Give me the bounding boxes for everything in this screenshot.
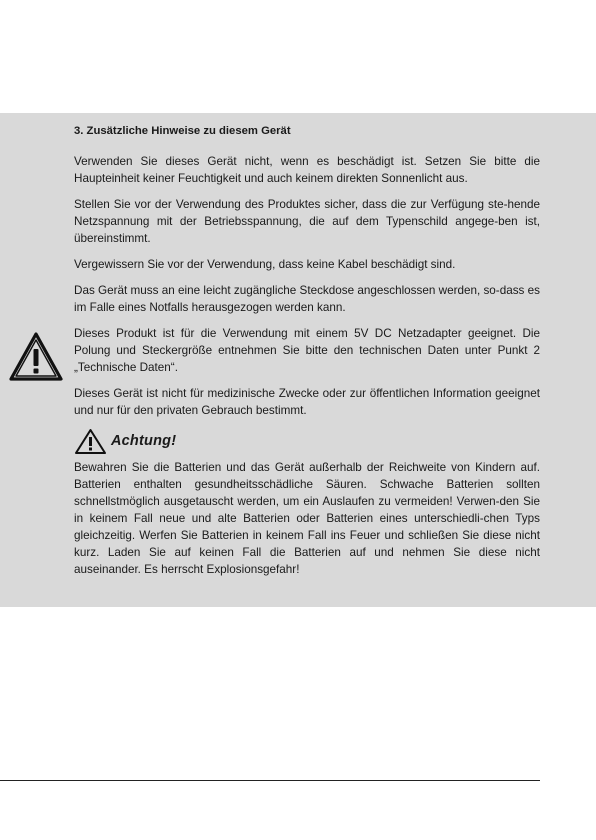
warning-text: Bewahren Sie die Batterien und das Gerät außerhalb der Reichweite von Kindern auf. Batterien enthalten gesundheitsschädliche Säuren. Schwache Batterien sollten schnellstmöglich ausgetauscht werden, um ein Auslaufen zu vermeiden! Verwen-den Sie in keinem Fall neue und alte Batterien oder Batterien eines unterschiedli-chen Typs gleichzeitig. Werfen Sie Batterien in keinem Fall ins Feuer und schließen Sie diese nicht kurz. Laden Sie auf keinen Fall die Batterien auf und nehmen Sie diese nicht auseinander. Es herrscht Explosionsgefahr! xyxy=(74,461,540,576)
warning-triangle-icon xyxy=(8,331,64,383)
notice-panel xyxy=(0,113,596,607)
paragraph: Das Gerät muss an eine leicht zugängliche Steckdose angeschlossen werden, so-dass es im Falle eines Notfalls herausgezogen werden kann. xyxy=(74,284,540,314)
notice-content xyxy=(74,123,540,587)
paragraph: Stellen Sie vor der Verwendung des Produktes sicher, dass die zur Verfügung ste-hende Netzspannung mit der Betriebsspannung, die auf dem Typenschild angege-ben ist, übereinstimmt. xyxy=(74,198,540,245)
paragraph: Vergewissern Sie vor der Verwendung, dass keine Kabel beschädigt sind. xyxy=(74,258,456,271)
paragraph: Verwenden Sie dieses Gerät nicht, wenn es beschädigt ist. Setzen Sie bitte die Haupteinheit keiner Feuchtigkeit und auch keinem direkten Sonnenlicht aus. xyxy=(74,155,540,185)
section-heading: 3. Zusätzliche Hinweise zu diesem Gerät xyxy=(74,125,291,137)
paragraph: Dieses Produkt ist für die Verwendung mit einem 5V DC Netzadapter geeignet. Die Polung und Steckergröße entnehmen Sie bitte den technischen Daten unter Punkt 2 „Technische Daten“. xyxy=(74,327,540,374)
paragraph: Dieses Gerät ist nicht für medizinische Zwecke oder zur öffentlichen Information geeignet und nur für den privaten Gebrauch bestimmt. xyxy=(74,387,540,417)
warning-title: Achtung! xyxy=(111,432,177,449)
warning-header xyxy=(74,428,540,454)
warning-triangle-icon xyxy=(74,428,107,455)
footer-divider xyxy=(0,780,540,781)
